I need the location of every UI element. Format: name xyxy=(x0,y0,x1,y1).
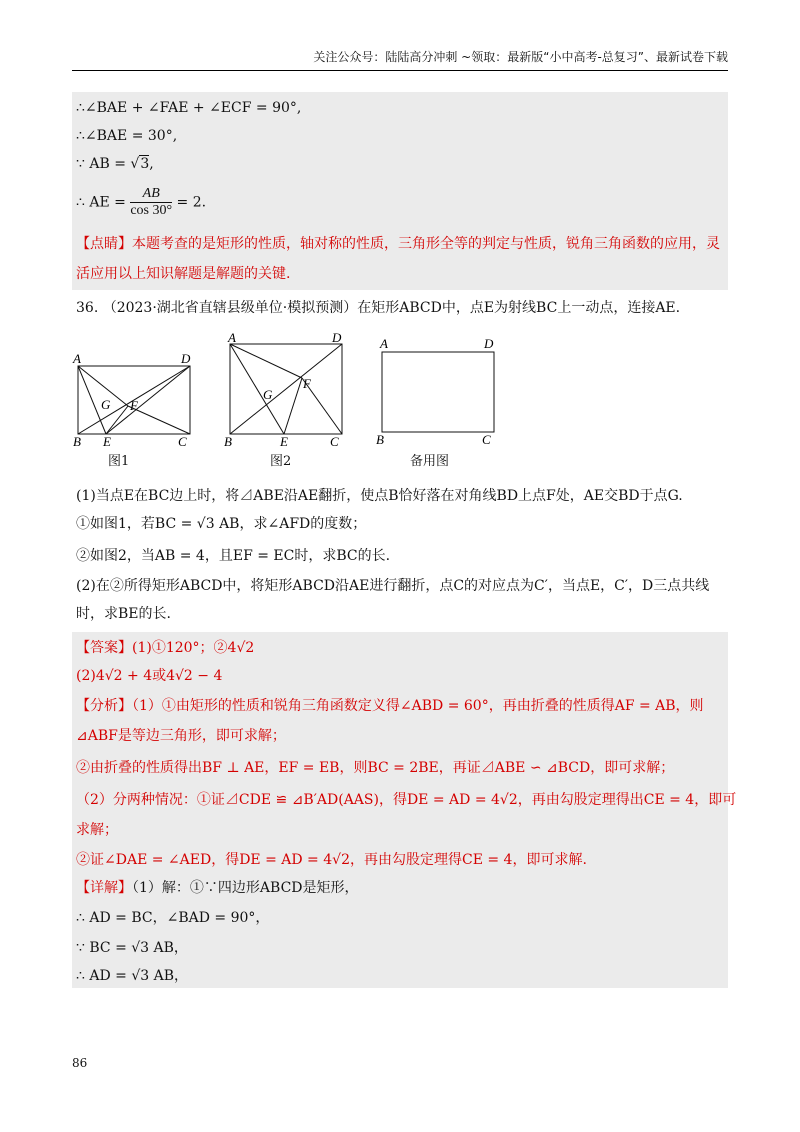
svg-text:F: F xyxy=(130,398,138,413)
svg-text:B: B xyxy=(224,434,232,449)
prev-line-2: ∴∠BAE = 30°, xyxy=(76,128,178,144)
answer-line-2: (2)4√2 + 4或4√2 − 4 xyxy=(76,668,223,684)
detail-line-3: ∵ BC = √3 AB， xyxy=(76,940,188,956)
problem-intro: 36. （2023·湖北省直辖县级单位·模拟预测）在矩形ABCD中，点E为射线BC上一动点，连接AE. xyxy=(76,300,681,316)
svg-text:E: E xyxy=(103,434,111,449)
prev-comment-1: 【点睛】本题考查的是矩形的性质，轴对称的性质，三角形全等的判定与性质，锐角三角函数的应用，灵 xyxy=(76,236,720,252)
prev-line-3: ∵ AB = √3, xyxy=(76,156,154,172)
detail-line-4: ∴ AD = √3 AB， xyxy=(76,968,188,984)
analysis-line-3: ②由折叠的性质得出BF ⊥ AE，EF = EB，则BC = 2BE，再证⊿ABE ∽ ⊿BCD，即可求解； xyxy=(76,760,675,776)
svg-text:B: B xyxy=(376,432,384,447)
svg-text:A: A xyxy=(73,351,81,366)
problem-part-2a: (2)在②所得矩形ABCD中，将矩形ABCD沿AE进行翻折，点C的对应点为C′，当点E，C′，D三点共线 xyxy=(76,578,710,594)
svg-text:C: C xyxy=(482,432,491,447)
problem-part-2b: 时，求BE的长. xyxy=(76,606,171,622)
analysis-line-1: 【分析】（1）①由矩形的性质和锐角三角函数定义得∠ABD = 60°，再由折叠的性质得AF = AB，则 xyxy=(76,698,704,714)
analysis-line-2: ⊿ABF是等边三角形，即可求解； xyxy=(76,728,286,744)
fig2-caption: 图2 xyxy=(270,454,292,469)
prev-line-4: ∴ AE = $\frac{AB}{\cos 30^\circ}$ = 2. xyxy=(76,186,207,218)
detail-line-1: 【详解】（1）解：①∵四边形ABCD是矩形， xyxy=(76,880,359,896)
figure-spare xyxy=(382,352,494,432)
svg-text:D: D xyxy=(181,351,191,366)
prev-line-1: ∴∠BAE + ∠FAE + ∠ECF = 90°, xyxy=(76,100,302,116)
analysis-line-4: （2）分两种情况：①证⊿CDE ≌ ⊿B′AD(AAS)，得DE = AD = 4√2，再由勾股定理得出CE = 4，即可 xyxy=(76,792,737,808)
fig1-caption: 图1 xyxy=(108,454,130,469)
analysis-line-5: 求解； xyxy=(76,822,118,838)
svg-text:G: G xyxy=(101,397,111,412)
answer-line-1: 【答案】(1)①120°；②4√2 xyxy=(76,640,255,656)
problem-part-1a: ①如图1，若BC = √3 AB，求∠AFD的度数； xyxy=(76,516,367,532)
fig3-caption: 备用图 xyxy=(410,454,450,469)
svg-text:D: D xyxy=(332,330,342,345)
problem-part-1b: ②如图2，当AB = 4，且EF = EC时，求BC的长. xyxy=(76,548,391,564)
svg-text:A: A xyxy=(228,330,236,345)
page-header: 关注公众号：陆陆高分冲刺 ~领取：最新版“小中高考-总复习”、最新试卷下载 xyxy=(72,46,728,71)
problem-part-1: (1)当点E在BC边上时，将⊿ABE沿AE翻折，使点B恰好落在对角线BD上点F处，AE交BD于点G. xyxy=(76,488,683,504)
svg-text:C: C xyxy=(178,434,187,449)
svg-text:B: B xyxy=(73,434,81,449)
svg-text:A: A xyxy=(380,336,388,351)
svg-text:D: D xyxy=(484,336,494,351)
svg-text:C: C xyxy=(330,434,339,449)
figures xyxy=(70,330,510,470)
analysis-line-6: ②证∠DAE = ∠AED，得DE = AD = 4√2，再由勾股定理得CE = 4，即可求解. xyxy=(76,852,587,868)
prev-comment-2: 活应用以上知识解题是解题的关键. xyxy=(76,266,291,282)
svg-text:G: G xyxy=(263,387,273,402)
detail-line-2: ∴ AD = BC，∠BAD = 90°， xyxy=(76,910,270,926)
svg-text:E: E xyxy=(280,434,288,449)
fraction: $\frac{AB}{\cos 30^\circ}$ xyxy=(130,186,173,218)
svg-text:F: F xyxy=(303,376,311,391)
page-number: 86 xyxy=(72,1056,88,1070)
figure-2 xyxy=(230,344,342,434)
